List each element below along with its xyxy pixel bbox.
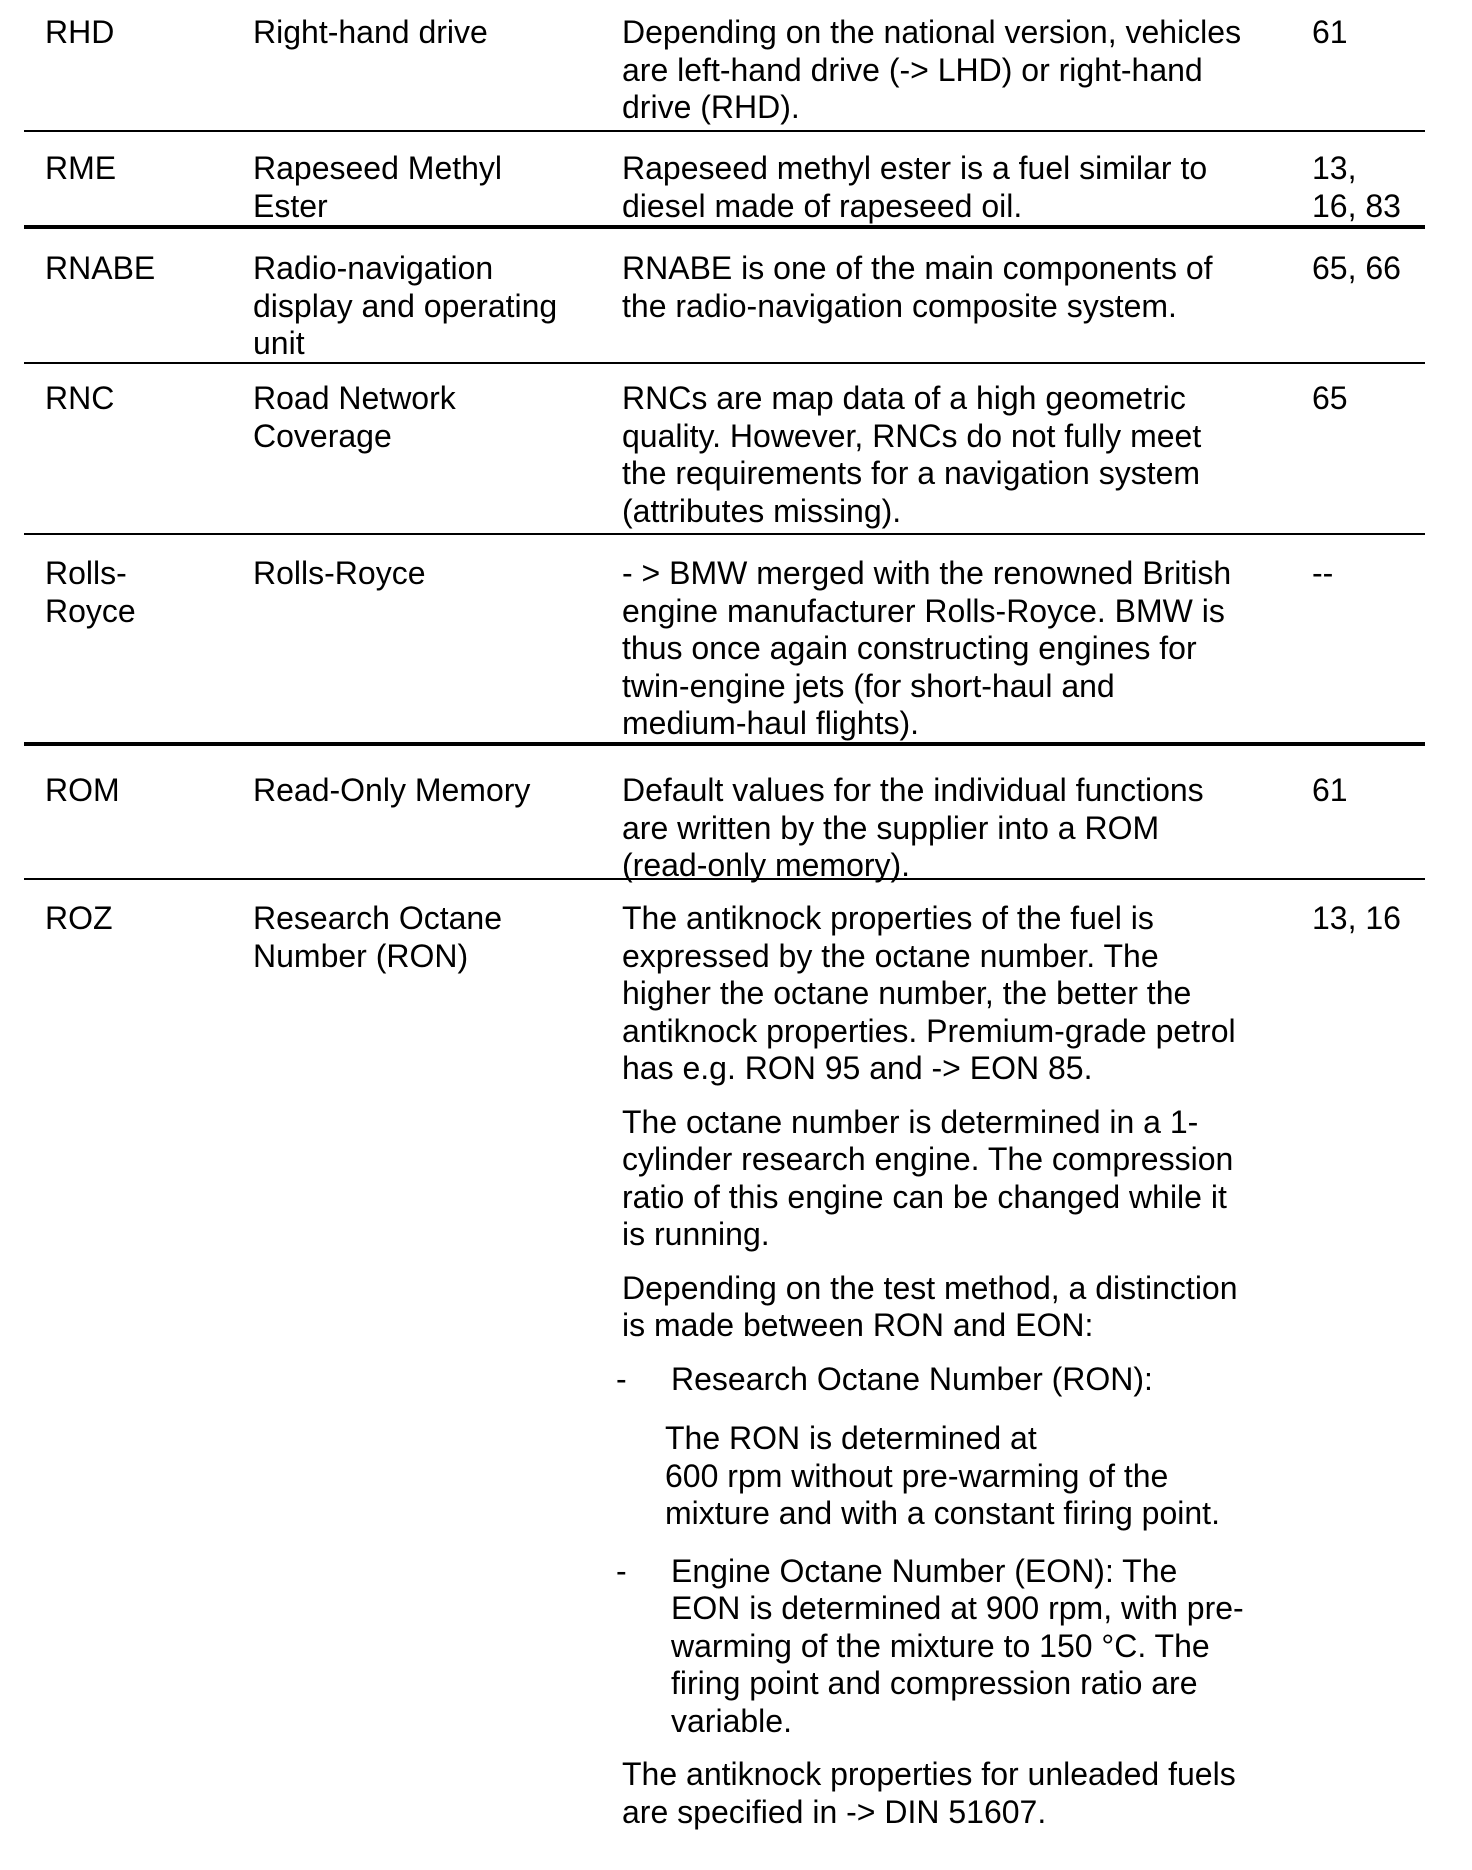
bullet-dash: -	[616, 1360, 627, 1397]
description-line: is running.	[622, 1216, 770, 1252]
description-line: Depending on the test method, a distinction	[622, 1269, 1238, 1306]
bullet-sub-paragraph	[665, 1420, 1302, 1533]
description-line: variable.	[671, 1702, 792, 1739]
full-term: Ester	[253, 187, 328, 224]
page-reference: 65, 66	[1312, 250, 1401, 286]
description-line: are written by the supplier into a ROM	[622, 809, 1160, 846]
description-cell	[622, 150, 1302, 225]
page-reference-cell	[1312, 380, 1442, 418]
page-reference-cell	[1312, 14, 1442, 52]
description-line: engine manufacturer Rolls-Royce. BMW is	[622, 592, 1225, 629]
description-line: expressed by the octane number. The	[622, 937, 1159, 974]
description-line: are specified in -> DIN 51607.	[622, 1793, 1047, 1830]
full-term-cell	[253, 14, 613, 52]
full-term: Rolls-Royce	[253, 555, 426, 591]
full-term-cell	[253, 380, 613, 455]
bullet-dash: -	[616, 1552, 627, 1589]
full-term: unit	[253, 325, 305, 361]
abbreviation: ROZ	[45, 900, 113, 936]
abbreviation: RHD	[45, 14, 115, 50]
page-reference: 61	[1312, 14, 1348, 50]
description-paragraph	[622, 1104, 1302, 1254]
page-reference-cell	[1312, 250, 1442, 288]
page-reference: 13, 16	[1312, 900, 1401, 936]
description-line: warming of the mixture to 150 °C. The	[671, 1627, 1210, 1664]
description-line: quality. However, RNCs do not fully meet	[622, 417, 1202, 454]
page-reference: --	[1312, 555, 1334, 591]
page-reference: 13,	[1312, 150, 1357, 186]
abbreviation: Rolls-	[45, 555, 127, 591]
description-line: drive (RHD).	[622, 89, 800, 125]
description-line: EON is determined at 900 rpm, with pre-	[671, 1590, 1244, 1626]
description-cell	[622, 380, 1302, 530]
description-line: the radio-navigation composite system.	[622, 287, 1177, 324]
description-cell	[622, 772, 1302, 885]
description-line: (read-only memory).	[622, 847, 911, 883]
bullet-item-ron	[616, 1361, 1302, 1533]
description-line: The octane number is determined in a 1-	[622, 1103, 1199, 1140]
full-term: Number (RON)	[253, 937, 469, 974]
description-cell	[616, 900, 1302, 1831]
description-line: Default values for the individual functions	[622, 772, 1204, 808]
abbreviation-cell	[45, 900, 245, 938]
page-reference-cell	[1312, 772, 1442, 810]
abbreviation: Royce	[45, 592, 136, 629]
page-reference: 65	[1312, 380, 1348, 416]
description-line: ratio of this engine can be changed while it	[622, 1178, 1227, 1215]
full-term: Right-hand drive	[253, 14, 488, 50]
description-cell	[622, 250, 1302, 325]
description-line: The antiknock properties of the fuel is	[622, 900, 1154, 936]
row-divider-thick	[24, 742, 1425, 746]
description-line: has e.g. RON 95 and -> EON 85.	[622, 1050, 1093, 1086]
abbreviation: RNABE	[45, 250, 156, 286]
description-line: are left-hand drive (-> LHD) or right-hand	[622, 51, 1203, 88]
abbreviation: RNC	[45, 380, 115, 416]
description-paragraph	[622, 1270, 1302, 1345]
row-divider	[24, 362, 1425, 364]
description-line: (attributes missing).	[622, 492, 902, 529]
full-term: Radio-navigation	[253, 250, 494, 286]
description-line: the requirements for a navigation system	[622, 455, 1201, 491]
full-term-cell	[253, 555, 613, 593]
page-reference-cell	[1312, 555, 1442, 593]
description-line: RNABE is one of the main components of	[622, 250, 1213, 286]
description-line: twin-engine jets (for short-haul and	[622, 667, 1115, 704]
page-reference: 16, 83	[1312, 187, 1401, 224]
description-line: thus once again constructing engines for	[622, 630, 1197, 666]
description-line: firing point and compression ratio are	[671, 1665, 1198, 1701]
description-line: Rapeseed methyl ester is a fuel similar to	[622, 150, 1208, 186]
full-term: Road Network	[253, 380, 456, 416]
description-line: cylinder research engine. The compression	[622, 1141, 1234, 1177]
page-reference-cell	[1312, 900, 1442, 938]
full-term-cell	[253, 900, 613, 975]
description-line: Engine Octane Number (EON): The	[671, 1552, 1178, 1589]
row-divider	[24, 533, 1425, 535]
description-line: is made between RON and EON:	[622, 1307, 1094, 1343]
description-line: 600 rpm without pre-warming of the	[665, 1457, 1169, 1494]
description-line: antiknock properties. Premium-grade petrol	[622, 1012, 1236, 1049]
abbreviation-cell	[45, 150, 245, 188]
description-line: diesel made of rapeseed oil.	[622, 187, 1023, 224]
description-line: Depending on the national version, vehicles	[622, 14, 1242, 50]
description-line: The antiknock properties for unleaded fuels	[622, 1756, 1236, 1792]
abbreviation: RME	[45, 150, 117, 186]
description-line: Research Octane Number (RON):	[671, 1360, 1153, 1397]
full-term: Rapeseed Methyl	[253, 150, 503, 186]
full-term-cell	[253, 772, 613, 810]
description-cell	[622, 555, 1302, 743]
full-term: Research Octane	[253, 900, 503, 936]
description-line: mixture and with a constant firing point.	[665, 1495, 1220, 1531]
abbreviation-cell	[45, 772, 245, 810]
description-paragraph	[622, 1756, 1302, 1831]
full-term-cell	[253, 150, 613, 225]
abbreviation-cell	[45, 555, 245, 630]
row-divider-thick	[24, 225, 1425, 229]
row-divider	[24, 130, 1425, 132]
abbreviation-cell	[45, 14, 245, 52]
full-term-cell	[253, 250, 613, 363]
description-paragraph	[622, 900, 1302, 1088]
bullet-item-eon	[616, 1553, 1302, 1741]
description-cell	[622, 14, 1302, 127]
description-line: medium-haul flights).	[622, 705, 919, 741]
description-line: The RON is determined at	[665, 1420, 1037, 1456]
full-term: Coverage	[253, 417, 392, 454]
description-line: RNCs are map data of a high geometric	[622, 380, 1186, 416]
bullet-text	[671, 1361, 1302, 1399]
full-term: Read-Only Memory	[253, 772, 531, 808]
page-reference: 61	[1312, 772, 1348, 808]
description-line: - > BMW merged with the renowned British	[622, 555, 1232, 591]
abbreviation: ROM	[45, 772, 120, 808]
full-term: display and operating	[253, 287, 558, 324]
abbreviation-cell	[45, 380, 245, 418]
description-line: higher the octane number, the better the	[622, 975, 1192, 1011]
page-reference-cell	[1312, 150, 1442, 225]
bullet-text	[671, 1553, 1302, 1741]
abbreviation-cell	[45, 250, 245, 288]
